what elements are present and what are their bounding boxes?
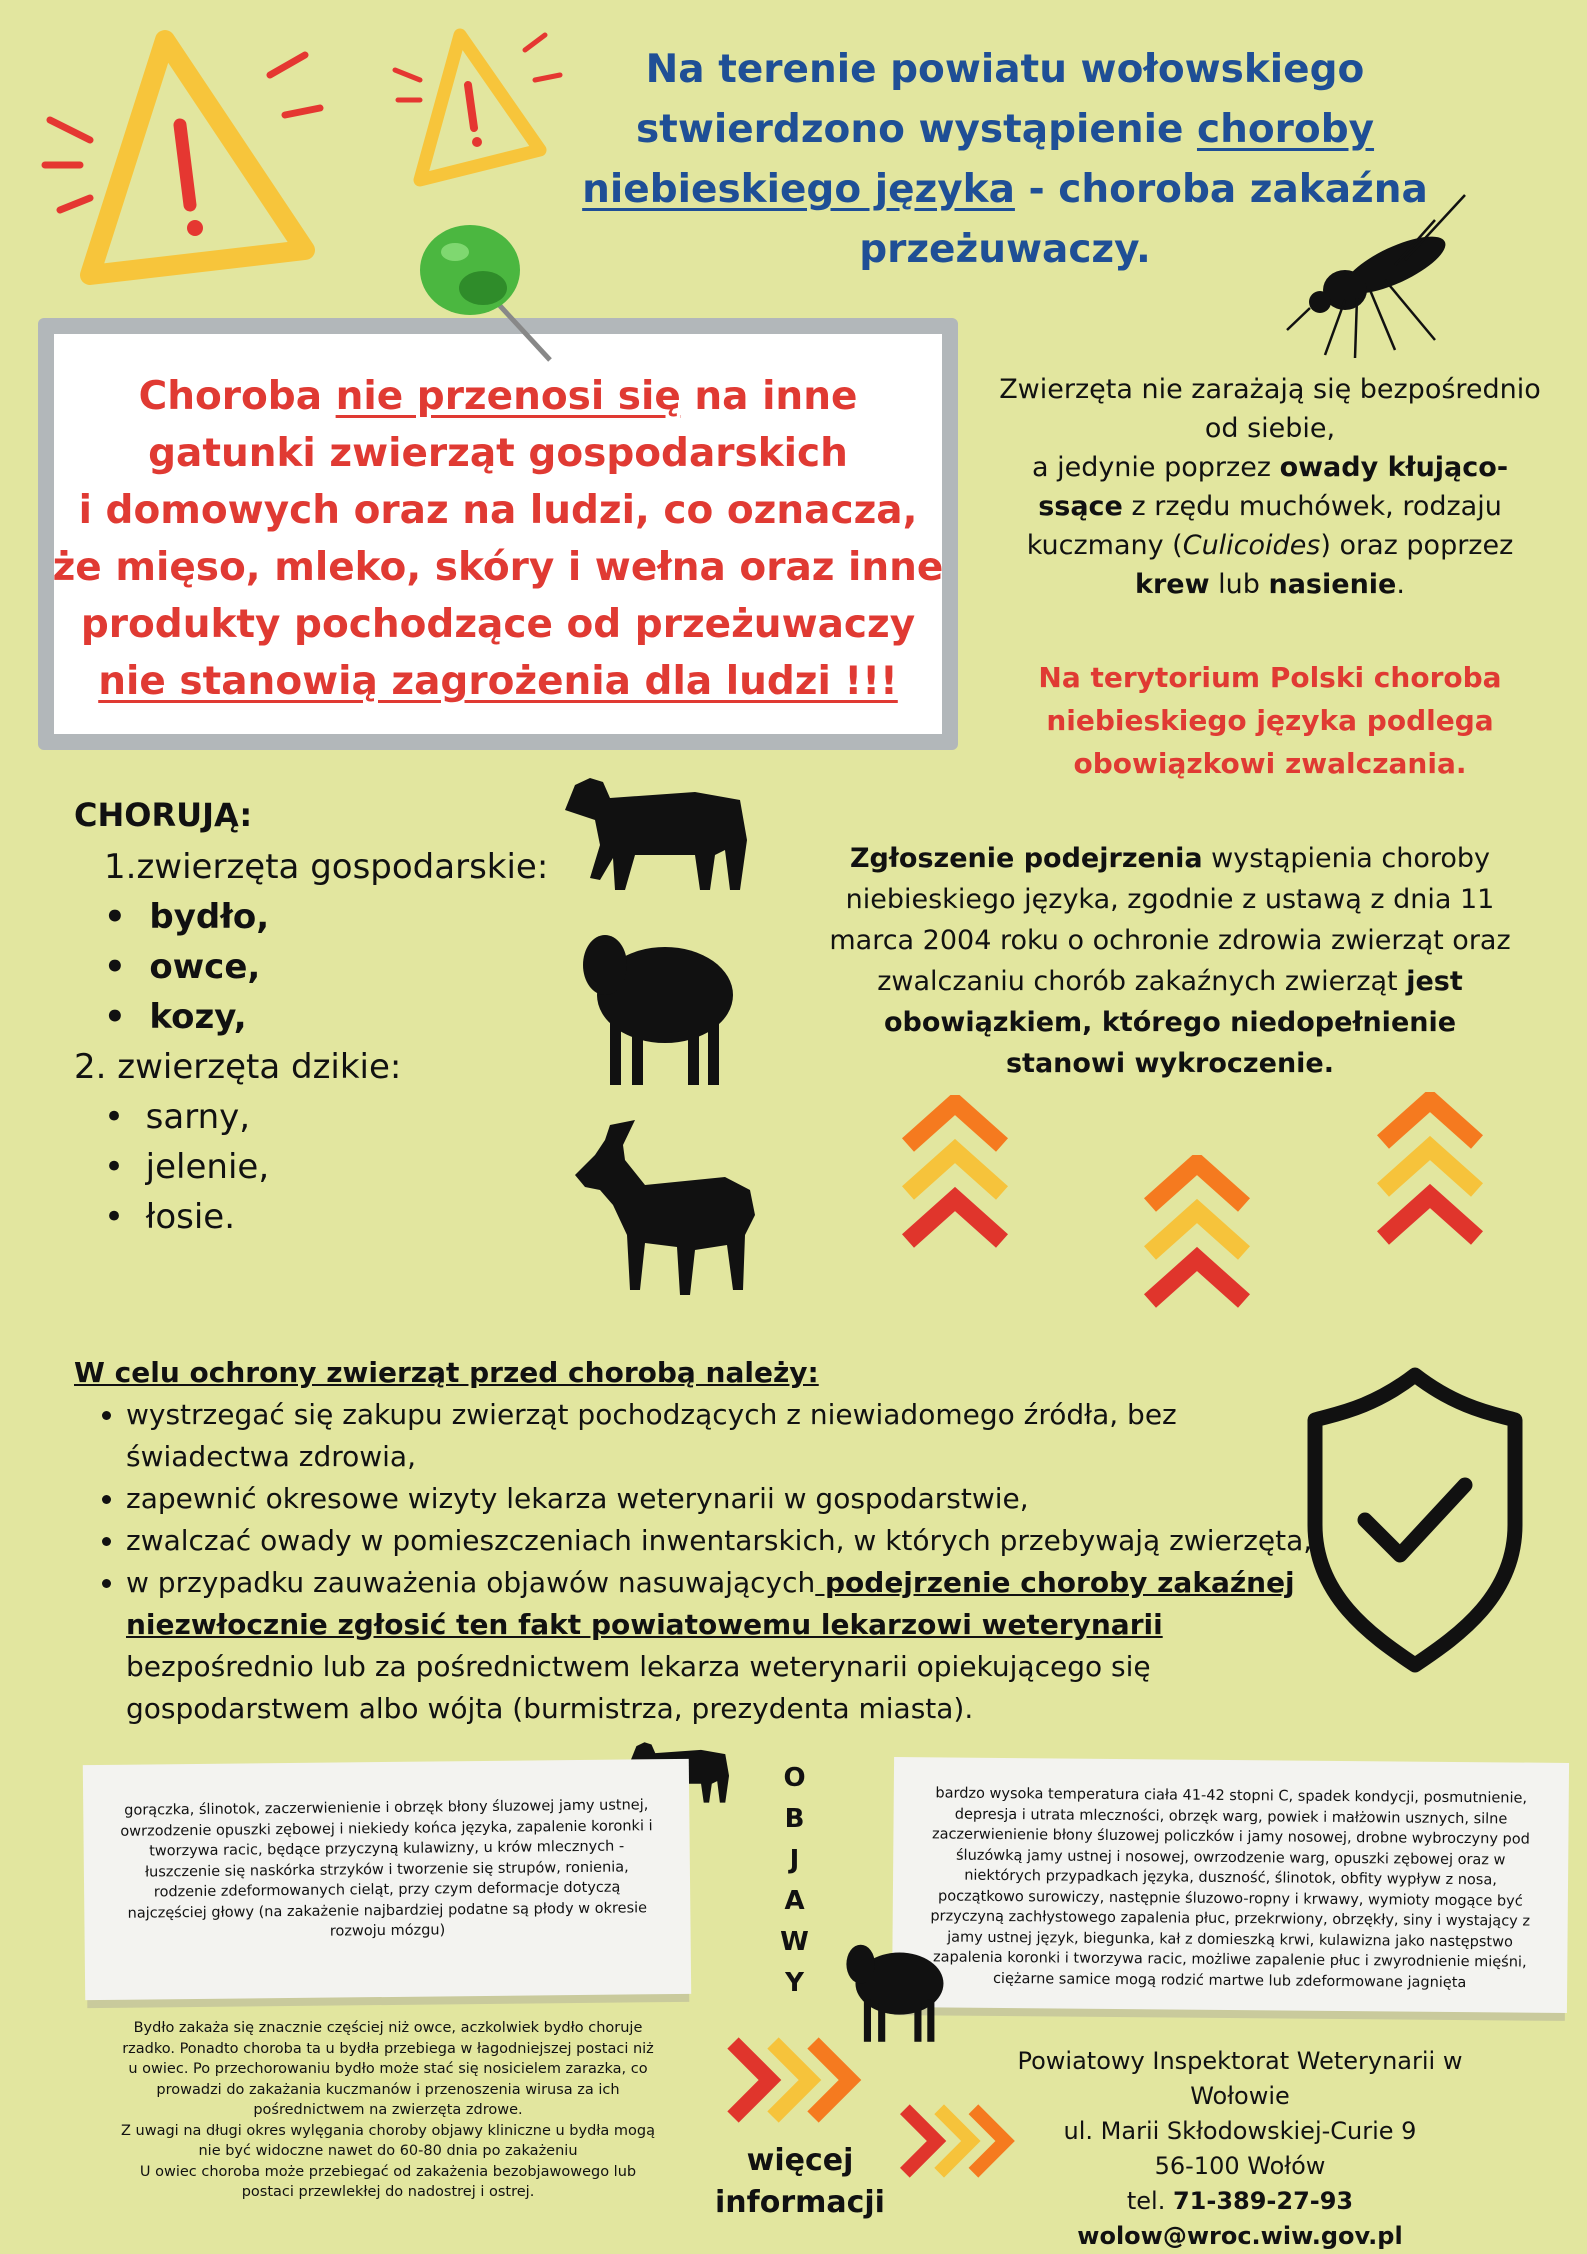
sick-list: 1.zwierzęta gospodarskie: • bydło, • owce, • kozy, 2. zwierzęta dzikie: • sarny, • jelenie, • łosie. bbox=[74, 842, 574, 1242]
list-item: • łosie. bbox=[104, 1197, 236, 1237]
list-item: • zapewnić okresowe wizyty lekarza weterynarii w gospodarstwie, bbox=[126, 1478, 1314, 1520]
mosquito-icon bbox=[1285, 190, 1475, 360]
list-item: • w przypadku zauważenia objawów nasuwających podejrzenie choroby zakaźnej niezwłocznie zgłosić ten fakt powiatowemu lekarzowi weterynarii bezpośrednio lub za pośrednictwem lekarza weterynarii opiekującego się gospodarstwem albo wójta (burmistrza, prezydenta miasta). bbox=[126, 1562, 1314, 1730]
info-text: Bydło zakaża się znacznie częściej niż owce, aczkolwiek bydło choruje rzadko. Ponadto choroba ta u bydła przebiega w łagodniejszej postaci niż u owiec. Po przechorowaniu bydło może stać się nosicielem zarazka, co prowadzi do zakażania kuczmanów i przenoszenia wirusa za ich pośrednictwem na zwierzęta zdrowe. Z uwagi na długi okres wylęgania choroby objawy kliniczne u bydła mogą nie być widoczne nawet do 60-80 dnia po zakażeniu U owiec choroba może przebiegać od zakażenia bezobjawowego lub postaci przewlekłej do nadostrej i ostrej. bbox=[121, 2020, 655, 2200]
obligation-text: Na terytorium Polski choroba niebieskiego języka podlega obowiązkowi zwalczania. bbox=[1038, 661, 1502, 780]
chevron-right-icon bbox=[725, 2035, 865, 2125]
list-item: • wystrzegać się zakupu zwierząt pochodzących z niewiadomego źródła, bez świadectwa zdrowia, bbox=[126, 1394, 1314, 1478]
phone-number[interactable]: 71-389-27-93 bbox=[1172, 2187, 1354, 2215]
shield-check-icon bbox=[1300, 1365, 1530, 1675]
goat-icon bbox=[565, 1115, 765, 1305]
more-info-link[interactable]: więcej informacji bbox=[715, 2143, 885, 2220]
page-title: Na terenie powiatu wołowskiego stwierdzono wystąpienie choroby niebieskiego języka - choroba zakaźna przeżuwaczy. bbox=[582, 47, 1428, 272]
list-item: • sarny, bbox=[104, 1097, 251, 1137]
pushpin-icon bbox=[405, 210, 565, 370]
list-item: • bydło, bbox=[104, 897, 270, 937]
list-item: • zwalczać owady w pomieszczeniach inwentarskich, w których przebywają zwierzęta, bbox=[126, 1520, 1314, 1562]
symptoms-sheep-text: bardzo wysoka temperatura ciała 41-42 stopni C, spadek kondycji, posmutnienie, depresja i utrata mleczności, obrzęk warg, powiek i małżowin usznych, silne zaczerwienienie błony śluzowej policzków i jamy nosowej, drobne wybroczyny pod śluzówką jamy ustnej i nosowej, owrzodzenie warg, opuszki zębowej oraz w niektórych przypadkach języka, duszność, ślinotok, obfity wypływ z nosa, początkowo surowiczy, następnie śluzowo-ropny i krwawy, wymioty mogące być przyczyną zachłystowego zapalenia płuc, przekrwiony, obrzękły, siny i wystający z jamy ustnej język, biegunka, kał z domieszką krwi, kulawizna jako następstwo zapalenia koronki i tworzywa racic, możliwe zapalenie płuc i zwyrodnienie mięśni, ciężarne samice mogą rodzić martwe lub zdeformowane jagnięta bbox=[930, 1785, 1531, 1991]
protection-heading: W celu ochrony zwierząt przed chorobą należy: bbox=[74, 1356, 819, 1389]
email-link[interactable]: wolow@wroc.wiw.gov.pl bbox=[1077, 2222, 1403, 2250]
sheep-icon bbox=[838, 1935, 948, 2045]
sick-heading: CHORUJĄ: bbox=[74, 796, 253, 834]
report-text: Zgłoszenie podejrzenia wystąpienia choroby niebieskiego języka, zgodnie z ustawą z dnia 11 marca 2004 roku o ochronie zdrowia zwierząt oraz zwalczaniu chorób zakaźnych zwierząt jest obowiązkiem, którego niedopełnienie stanowi wykroczenie. bbox=[829, 843, 1511, 1079]
chevron-up-icon bbox=[1375, 1092, 1485, 1252]
chevron-up-icon bbox=[900, 1095, 1010, 1255]
note-text: Choroba nie przenosi się na inne gatunki zwierząt gospodarskich i domowych oraz na ludzi, co oznacza, że mięso, mleko, skóry i wełna oraz inne produkty pochodzące od przeżuwaczy nie stanowią zagrożenia dla ludzi !!! bbox=[52, 374, 944, 704]
symptoms-cattle-text: gorączka, ślinotok, zaczerwienienie i obrzęk błony śluzowej jamy ustnej, owrzodzenie opuszki zębowej i niekiedy końca języka, zapalenie koronki i tworzywa racic, będące przyczyną kulawizny, u krów mlecznych - łuszczenie się naskórka strzyków i tworzenie się strupów, ronienia, rodzenie zdeformowanych cieląt, przy czym deformacje dotyczą najczęściej głowy (na zakażenie najbardziej podatne są płody w okresie rozwoju mózgu) bbox=[120, 1797, 653, 1940]
sheep-icon bbox=[570, 920, 740, 1090]
symptoms-label: O B J A W Y bbox=[780, 1763, 810, 1998]
symptoms-cattle-card bbox=[83, 1759, 691, 2000]
list-item: • owce, bbox=[104, 947, 261, 987]
transmission-text: Zwierzęta nie zarażają się bezpośrednio od siebie, a jedynie poprzez owady kłująco-ssące z rzędu muchówek, rodzaju kuczmany (Culicoides) oraz poprzez krew lub nasienie. bbox=[999, 374, 1541, 600]
contact-info: Powiatowy Inspektorat Weterynarii w Wołowie ul. Marii Skłodowskiej-Curie 9 56-100 Wołów tel. 71-389-27-93 wolow@wroc.wiw.gov.pl bbox=[1017, 2047, 1463, 2250]
list-item: • kozy, bbox=[104, 997, 247, 1037]
cow-icon bbox=[555, 770, 755, 900]
chevron-up-icon bbox=[1142, 1155, 1252, 1315]
list-item: • jelenie, bbox=[104, 1147, 270, 1187]
warning-triangle-icon bbox=[30, 20, 330, 300]
protection-section bbox=[74, 1352, 1314, 1730]
symptoms-sheep-card bbox=[892, 1757, 1569, 2013]
warning-triangle-icon bbox=[390, 20, 570, 190]
